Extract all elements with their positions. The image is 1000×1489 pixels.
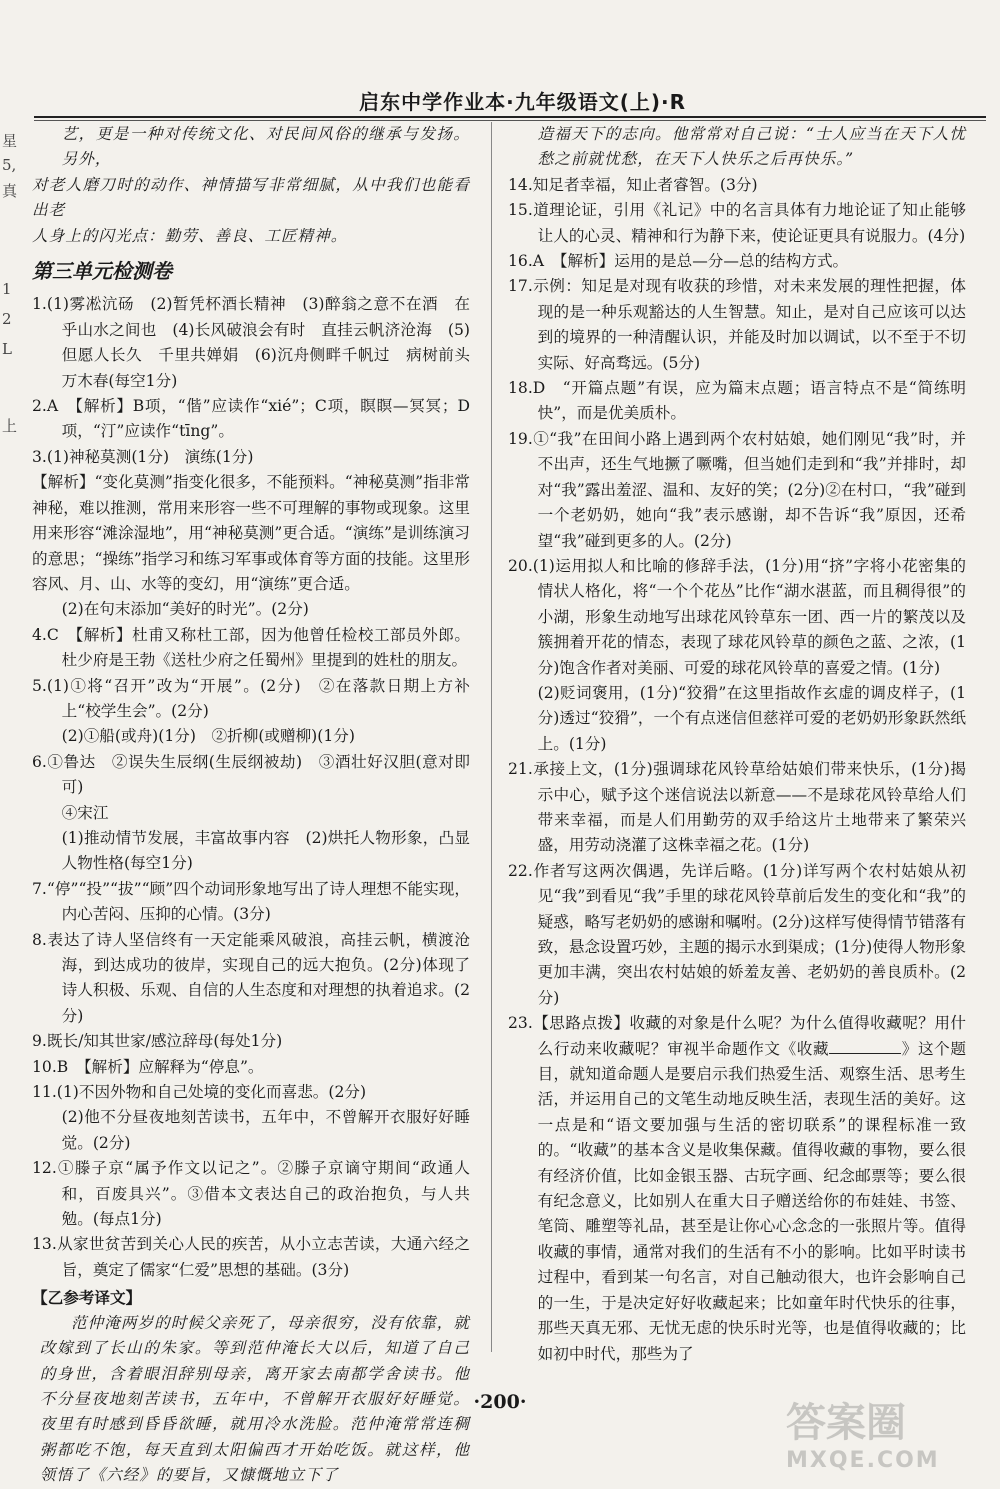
answer-15: 15.道理论证，引用《礼记》中的名言具体有力地论证了知止能够让人的心灵、精神和行为静下来，使论证更具有说服力。(4分) (508, 201, 966, 245)
translation-text: 范仲淹两岁的时候父亲死了，母亲很穷，没有依靠，就改嫁到了长山的朱家。等到范仲淹长大以后，知道了自己的身世，含着眼泪辞别母亲，离开家去南都学舍读书。他不分昼夜地刻苦读书，五年中，不曾解开衣服好好睡觉。夜里有时感到昏昏欲睡，就用冷水洗脸。范仲淹常常连稠粥都吃不饱，每天直到太阳偏西才开始吃饭。就这样，他领悟了《六经》的要旨，又慷慨地立下了 (39, 1313, 470, 1485)
right-column (508, 122, 966, 1367)
answer-12: 12.①滕子京“属予作文以记之”。②滕子京谪守期间“政通人和，百废具兴”。③借本文表达自己的政治抱负，与人共勉。(每点1分) (32, 1159, 470, 1229)
answer-19: 19.①“我”在田间小路上遇到两个农村姑娘，她们刚见“我”时，并不出声，还生气地撅了噘嘴，但当她们走到和“我”并排时，却对“我”露出羞涩、温和、友好的笑；(2分)②在村口，“我”碰到一个老奶奶，她向“我”表示感谢，却不告诉“我”原因，还希望“我”碰到更多的人。(2分) (508, 429, 966, 550)
title-blank (829, 1039, 901, 1054)
answer-10: 10.B 【解析】应解释为“停息”。 (32, 1057, 264, 1076)
margin-char: 5, (2, 156, 17, 174)
margin-char: 上 (2, 417, 18, 435)
answer-22: 22.作者写这两次偶遇，先详后略。(1分)详写两个农村姑娘从初见“我”到看见“我”手里的球花风铃草前后发生的变化和“我”的疑惑，略写老奶奶的感谢和嘱咐。(2分)这样写使得情节错落有致，悬念设置巧妙，主题的揭示水到渠成；(1分)使得人物形象更加丰满，突出农村姑娘的娇羞友善、老奶奶的善良质朴。(2分) (508, 861, 966, 1007)
header-rule (34, 116, 986, 118)
answer-6-b: ④宋江 (61, 803, 109, 822)
left-margin-fragments (0, 90, 22, 990)
intro-line: 对老人磨刀时的动作、神情描写非常细腻，从中我们也能看出老 (32, 175, 470, 220)
translation-title: 【乙参考译文】 (32, 1288, 142, 1308)
running-header (34, 78, 986, 118)
answer-17: 17.示例：知足是对现有收获的珍惜，对未来发展的理性把握，体现的是一种乐观豁达的人生智慧。知止，是对自己应该可以达到的境界的一种清醒认识，并能及时加以调试，以不至于不切实际、好高骛远。(5分) (508, 277, 966, 372)
answer-20-a: 20.(1)运用拟人和比喻的修辞手法，(1分)用“挤”字将小花密集的情状人格化，将“一个个花丛”比作“湖水湛蓝，而且稠得很”的小湖，形象生动地写出球花风铃草东一团、西一片的繁茂以及簇拥着开花的情态，表现了球花风铃草的颜色之蓝、之浓，(1分)饱含作者对美丽、可爱的球花风铃草的喜爱之情。(1分) (508, 556, 966, 677)
margin-char: L (2, 340, 12, 358)
answer-20-b: (2)贬词褒用，(1分)“狡猾”在这里指故作玄虚的调皮样子，(1分)透过“狡猾”，一个有点迷信但慈祥可爱的老奶奶形象跃然纸上。(1分) (537, 683, 966, 753)
answer-4: 4.C 【解析】杜甫又称杜工部，因为他曾任检校工部员外郎。杜少府是王勃《送杜少府之任蜀州》里提到的姓杜的朋友。 (32, 625, 470, 670)
answer-13: 13.从家世贫苦到关心人民的疾苦，从小立志苦读，大通六经之旨，奠定了儒家“仁爱”思想的基础。(3分) (32, 1235, 470, 1279)
answer-14: 14.知足者幸福，知止者睿智。(3分) (508, 175, 758, 194)
answer-9: 9.既长/知其世家/感泣辞母(每处1分) (32, 1032, 283, 1051)
answer-23-part-2: 》这个题目，就知道命题人是要启示我们热爱生活、观察生活、思考生活，并运用自己的文笔生动地反映生活，表现生活的美好。这一点是和“语文要加强与生活的密切联系”的课程标准一致的。“收藏”的基本含义是收集保藏。值得收藏的事物，要么很有经济价值，比如金银玉器、古玩字画、纪念邮票等；要么很有纪念意义，比如别人在重大日子赠送给你的布娃娃、书签、笔筒、雕塑等礼品，甚至是让你心心念念的一张照片等。值得收藏的事情，通常对我们的生活有不小的影响。比如平时读书过程中，看到某一句名言，对自己触动很大，也许会影响自己的一生，于是决定好好收藏起来；比如童年时代快乐的往事，那些天真无邪、无忧无虑的快乐时光等，也是值得收藏的；比如初中时代，那些为了 (537, 1039, 966, 1363)
intro-line: 艺，更是一种对传统文化、对民间风俗的继承与发扬。另外， (61, 125, 470, 169)
margin-char: 1 (2, 280, 12, 298)
answer-7: 7.“停”“投”“拔”“顾”四个动词形象地写出了诗人理想不能实现，内心苦闷、压抑的心情。(3分) (32, 879, 470, 924)
answer-23-part-1: 23.【思路点拨】收藏的对象是什么呢？为什么值得收藏呢？用什么行动来收藏呢？审视半命题作文《收藏 (508, 1014, 966, 1058)
answer-11-b: (2)他不分昼夜地刻苦读书，五年中，不曾解开衣服好好睡觉。(2分) (61, 1108, 470, 1152)
answer-3-a: 3.(1)神秘莫测(1分) 演练(1分) (32, 447, 254, 466)
answer-21: 21.承接上文，(1分)强调球花风铃草给姑娘们带来快乐，(1分)揭示中心，赋予这个迷信说法以新意——不是球花风铃草给人们带来幸福，而是人们用勤劳的双手给这片土地带来了繁荣兴盛，用劳动浇灌了这株幸福之花。(1分) (508, 760, 966, 855)
header-rule-thin (34, 120, 986, 121)
column-divider (491, 122, 492, 1352)
section-title: 第三单元检测卷 (32, 259, 172, 284)
answer-5-b: (2)①船(或舟)(1分) ②折柳(或赠柳)(1分) (61, 727, 355, 746)
answer-6-a: 6.①鲁达 ②误失生辰纲(生辰纲被劫) ③酒壮好汉胆(意对即可) (32, 752, 470, 797)
answer-2: 2.A 【解析】B项，“偕”应读作“xié”；C项，瞑瞑—冥冥；D项，“汀”应读作“tīng”。 (32, 397, 470, 441)
intro-line: 人身上的闪光点：勤劳、善良、工匠精神。 (32, 226, 348, 245)
page-number: ·200· (473, 1391, 527, 1413)
answer-6-c: (1)推动情节发展，丰富故事内容 (2)烘托人物形象，凸显人物性格(每空1分) (61, 828, 470, 873)
answer-1: 1.(1)雾凇沆砀 (2)暂凭杯酒长精神 (3)醉翁之意不在酒 在乎山水之间也 (4)长风破浪会有时 直挂云帆济沧海 (5)但愿人长久 千里共婵娟 (6)沉舟侧畔千帆过 病树前头万木春(每空1分) (32, 295, 470, 390)
answer-18: 18.D “开篇点题”有误，应为篇末点题；语言特点不是“简练明快”，而是优美质朴。 (508, 379, 966, 423)
watermark-logo-text: 答案圈 (786, 1400, 906, 1446)
watermark-url: MXQE.COM (786, 1448, 940, 1473)
translation-continued: 造福天下的志向。他常常对自己说：“士人应当在天下人忧愁之前就忧愁，在天下人快乐之后再快乐。” (537, 125, 966, 169)
site-watermark (786, 1391, 986, 1473)
answer-11-a: 11.(1)不因外物和自己处境的变化而喜悲。(2分) (32, 1083, 367, 1102)
header-title: 启东中学作业本·九年级语文(上)·R (359, 90, 686, 114)
answer-3-b: (2)在句末添加“美好的时光”。(2分) (61, 600, 309, 619)
left-column (32, 122, 470, 1489)
answer-8: 8.表达了诗人坚信终有一天定能乘风破浪，高挂云帆，横渡沧海，到达成功的彼岸，实现自己的远大抱负。(2分)体现了诗人积极、乐观、自信的人生态度和对理想的执着追求。(2分) (32, 930, 470, 1025)
answer-5-a: 5.(1)①将“召开”改为“开展”。(2分) ②在落款日期上方补上“校学生会”。(2分) (32, 676, 470, 720)
margin-char: 2 (2, 310, 12, 328)
answer-3-analysis: 【解析】“变化莫测”指变化很多，不能预料。“神秘莫测”指非常神秘，难以推测，常用来形容一些不可理解的事物或现象。这里用来形容“滩涂湿地”，用“神秘莫测”更合适。“演练”是训练演习的意思；“操练”指学习和练习军事或体育等方面的技能。这里形容风、月、山、水等的变幻，用“演练”更合适。 (32, 473, 470, 593)
answer-23 (508, 1011, 966, 1367)
answer-16: 16.A 【解析】运用的是总—分—总的结构方式。 (508, 252, 849, 271)
margin-char: 星 (2, 132, 18, 150)
margin-char: 真 (2, 182, 18, 200)
